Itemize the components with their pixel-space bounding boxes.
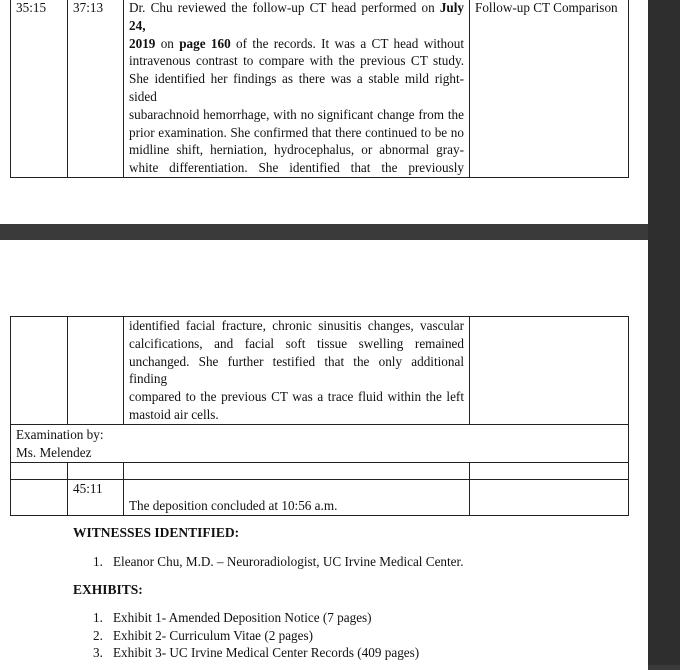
- examination-by-cell: [11, 424, 629, 463]
- document-page-2: [0, 240, 648, 670]
- summary-line: compared to the previous CT was a trace fluid within the left: [129, 389, 464, 405]
- examination-by-label: Examination by:: [16, 426, 104, 442]
- topic-cell: [470, 317, 629, 425]
- end-page-line: 37:13: [68, 0, 124, 177]
- summary-line: midline shift, herniation, hydrocephalus, or abnormal gray-: [129, 142, 464, 158]
- empty-cell: [68, 463, 124, 480]
- list-number: 1.: [93, 610, 103, 625]
- deposition-summary-table-bottom: [10, 316, 629, 516]
- testimony-summary-cell: [124, 480, 470, 516]
- table-row: [11, 317, 629, 425]
- table-row: [11, 463, 629, 480]
- table-row: [11, 424, 629, 463]
- list-number: 3.: [93, 645, 103, 661]
- exhibit-list: [93, 609, 419, 662]
- witness-entry: Eleanor Chu, M.D. – Neuroradiologist, UC Irvine Medical Center.: [113, 554, 464, 569]
- summary-line: identified facial fracture, chronic sinusitis changes, vascular: [129, 318, 464, 333]
- summary-line: calcifications, and facial soft tissue swelling remained: [129, 335, 464, 351]
- exhibit-entry: Exhibit 1- Amended Deposition Notice (7 pages): [113, 610, 372, 625]
- witnesses-heading: WITNESSES IDENTIFIED:: [73, 525, 240, 540]
- witness-list: [93, 553, 464, 571]
- summary-line: prior examination. She confirmed that there continued to be no: [129, 124, 464, 140]
- summary-line: subarachnoid hemorrhage, with no significant change from the: [129, 106, 464, 122]
- list-item: [93, 644, 419, 662]
- document-page-1: [0, 0, 648, 224]
- examiner-name: Ms. Melendez: [16, 444, 92, 460]
- summary-line: Dr. Chu reviewed the follow-up CT head performed on July 24,: [129, 0, 464, 33]
- list-item: [93, 553, 464, 571]
- list-number: 2.: [93, 627, 103, 643]
- summary-line: unchanged. She further testified that the only additional finding: [129, 353, 464, 387]
- summary-line: intravenous contrast to compare with the previous CT study.: [129, 53, 464, 69]
- start-page-line: [11, 317, 68, 425]
- exhibit-entry: Exhibit 3- UC Irvine Medical Center Records (409 pages): [113, 645, 420, 661]
- list-number: 1.: [93, 554, 103, 569]
- viewer-scroll-gutter[interactable]: [648, 0, 680, 665]
- testimony-summary-cell: [124, 317, 470, 425]
- table-row: [11, 480, 629, 516]
- topic-cell: [470, 480, 629, 516]
- start-page-line: 35:15: [11, 0, 68, 177]
- deposition-summary-table-top: [10, 0, 629, 178]
- topic-cell: Follow-up CT Comparison: [470, 0, 629, 177]
- empty-cell: [124, 463, 470, 480]
- summary-line: 2019 on page 160 of the records. It was a CT head without: [129, 35, 464, 51]
- end-page-line: 45:11: [68, 480, 124, 516]
- exhibit-entry: Exhibit 2- Curriculum Vitae (2 pages): [113, 627, 314, 643]
- testimony-summary-cell: [124, 0, 470, 177]
- summary-line: The deposition concluded at 10:56 a.m.: [129, 498, 338, 514]
- summary-line: She identified her findings as there was a stable mild right-sided: [129, 71, 464, 104]
- summary-line: mastoid air cells.: [129, 406, 219, 422]
- end-page-line: [68, 317, 124, 425]
- start-page-line: [11, 480, 68, 516]
- list-item: [93, 609, 419, 627]
- empty-cell: [11, 463, 68, 480]
- table-row: [11, 0, 629, 177]
- exhibits-heading: EXHIBITS:: [73, 582, 143, 597]
- empty-cell: [470, 463, 629, 480]
- summary-line: white differentiation. She identified that the previously: [129, 160, 464, 176]
- list-item: [93, 627, 419, 645]
